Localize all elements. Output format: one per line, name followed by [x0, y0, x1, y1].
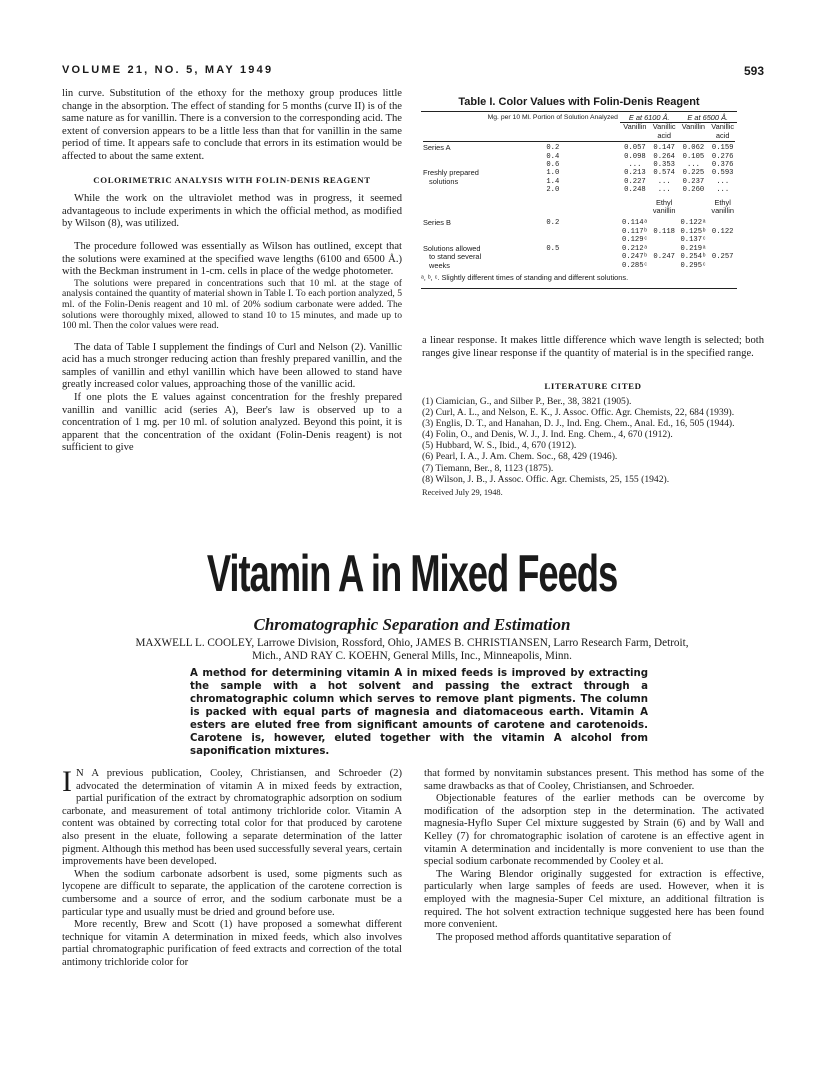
received-date: Received July 29, 1948.: [422, 487, 503, 497]
paragraph: The proposed method affords quantitative separation of: [436, 931, 672, 943]
row-label: to stand several: [429, 252, 482, 262]
paragraph: While the work on the ultraviolet method was in progress, it seemed advantageous to include experiments in which the official method, as modified by Wilson (8), was utilized.: [62, 193, 402, 230]
sub-header-vanillin: Vanillin: [623, 122, 647, 132]
author-affiliations: [80, 637, 744, 663]
running-header: [62, 64, 764, 82]
table-bottom-rule: [421, 288, 737, 289]
reference: (8) Wilson, J. B., J. Assoc. Offic. Agr. Chemists, 25, 155 (1942).: [422, 473, 670, 485]
abstract: A method for determining vitamin A in mixed feeds is improved by extracting the sample with a hot solvent and passing the extract through a chromatographic column which serves to remove plant pigments. The column is packed with equal parts of magnesia and diatomaceous earth. Vitamin A esters are eluted free from significant amounts of carotene and carotenoids. Carotene is, however, eluted together with the vitamin A alcohol from saponification mixtures.: [190, 668, 648, 757]
table-1: [421, 96, 737, 291]
cell: 0.159: [711, 144, 734, 153]
cell: 0.114ᵃ: [621, 219, 648, 228]
cell: 0.4: [546, 152, 560, 161]
cell: ...: [657, 177, 671, 186]
row-label: Series B: [423, 218, 451, 228]
cell: 0.2: [546, 144, 560, 153]
cell: 0.276: [711, 152, 734, 161]
cell: 0.376: [711, 161, 734, 170]
cell: 0.295ᶜ: [680, 261, 707, 270]
paragraph: lin curve. Substitution of the ethoxy for the methoxy group produces little change in the absorption. The effect of standing for 5 months (curve II) is of the same nature as for vanillin. There is a conversion to the corresponding acid. The extent of conversion appears to be a little less than that for vanillin in the same period of time. It appears safe to conclude that errors in its estimation would be affected to about the same extent.: [62, 88, 402, 162]
intro-paragraph: [62, 765, 402, 869]
cell: 0.212ᵃ: [621, 244, 648, 253]
cell: 0.574: [653, 169, 675, 178]
cell: 0.5: [546, 244, 560, 253]
row-label: Solutions allowed: [423, 243, 481, 253]
cell: 0.225: [682, 169, 705, 178]
cell: 0.098: [624, 152, 646, 161]
cell: 0.213: [624, 169, 646, 178]
row-label: weeks: [429, 260, 450, 270]
right-column-bottom: [424, 768, 764, 944]
literature-cited: [422, 381, 764, 497]
authors-line-2: Mich., AND RAY C. KOEHN, General Mills, Inc., Minneapolis, Minn.: [252, 650, 572, 662]
paragraph: When the sodium carbonate adsorbent is used, some pigments such as lycopene are difficult to separate, the application of the carotene correction is cumbersome and a source of error, and the sodium carbonate must be a particular type and usually must be dried and ground before use.: [62, 868, 402, 918]
cell: 0.137ᶜ: [680, 236, 707, 245]
cell: 0.147: [653, 144, 675, 153]
col-header-e6500: E at 6500 Å.: [678, 114, 737, 123]
cell: 0.129ᶜ: [621, 236, 648, 245]
cell: 0.254ᵇ: [680, 253, 707, 262]
cell: 0.247ᵇ: [621, 253, 648, 262]
cell: 1.4: [546, 177, 560, 186]
reference: (3) Englis, D. T., and Hanahan, D. J., Ind. Eng. Chem., Anal. Ed., 16, 505 (1944).: [422, 418, 735, 430]
table-title: Table I. Color Values with Folin-Denis Reagent: [458, 96, 700, 108]
cell: 0.227: [624, 177, 646, 186]
sub-header-ethyl: Ethyl vanillin: [652, 197, 676, 216]
paragraph: that formed by nonvitamin substances present. This method has some of the same drawbacks as that of Cooley, Christiansen, and Schroeder.: [424, 768, 764, 792]
col-header-e6100: E at 6100 Å.: [620, 114, 679, 123]
cell: 0.2: [546, 219, 560, 228]
cell: 0.353: [653, 161, 675, 170]
cell: 0.248: [624, 186, 646, 195]
table-subheader-row: [421, 195, 737, 216]
cell: 0.285ᶜ: [621, 261, 648, 270]
cell: 0.118: [653, 227, 675, 236]
table-row: [421, 169, 737, 177]
cell: 0.125ᵇ: [680, 227, 707, 236]
authors-line-1: MAXWELL L. COOLEY, Larrowe Division, Rossford, Ohio, JAMES B. CHRISTIANSEN, Larro Research Farm, Detroit,: [135, 637, 689, 649]
paragraph: The Waring Blendor originally suggested for extraction is effective, particularly when large samples of feeds are used. However, when it is employed with the magnesia-Super Cel mixture, an additional filtration is required. The hot solvent extraction technique suggested here has been found more convenient.: [424, 868, 764, 931]
sub-header-vanillin: Vanillin: [681, 122, 706, 132]
cell: 0.264: [653, 152, 675, 161]
left-column-top: [62, 88, 402, 455]
paragraph: The data of Table I supplement the findings of Curl and Nelson (2). Vanillic acid has a much stronger reducing action than freshly prepared vanillin, and the samples of vanillin and ethyl vanillin which have been allowed to stand have greatly increased color values, approaching those of the vanillic acid.: [62, 341, 402, 391]
table-row: [421, 219, 737, 227]
reference: (2) Curl, A. L., and Nelson, E. K., J. Assoc. Offic. Agr. Chemists, 22, 684 (1939).: [422, 407, 735, 419]
cell: 0.257: [711, 253, 734, 262]
color-values-table: [421, 114, 737, 270]
col-header-mg: Mg. per 10 Ml. Portion of Solution Analyzed: [487, 114, 618, 121]
cell: ...: [628, 161, 642, 170]
paragraph: Objectionable features of the earlier methods can be overcome by modification of the adsorption step in the determination. The activated magnesia-Hyflo Super Cel mixture suggested by Strain (6) and by Wall and Kelley (7) for chromatographic isolation of carotene is an effective agent in vitamin A determination and incidentally is more convenient to use than the special sodium carbonate recommended by Cooley et al.: [424, 793, 764, 868]
cell: 0.105: [682, 152, 705, 161]
table-row: [421, 153, 737, 161]
row-label: solutions: [429, 176, 459, 186]
table-row: [421, 186, 737, 194]
paragraph: More recently, Brew and Scott (1) have proposed a somewhat different technique for vitamin A determination in mixed feeds, which also involves partial chromatographic purification of feed extracts and correction of the total antimony trichloride color for: [62, 919, 402, 968]
article-subtitle: Chromatographic Separation and Estimation: [253, 615, 571, 634]
paragraph: a linear response. It makes little difference which wave length is selected; both ranges give linear response if the quantity of material is in the specified range.: [422, 335, 764, 359]
sub-header-vanillic: Vanillic acid: [711, 122, 735, 140]
page-number: 593: [743, 64, 764, 78]
journal-volume-line: VOLUME 21, NO. 5, MAY 1949: [62, 64, 274, 76]
cell: ...: [657, 186, 671, 195]
left-column-bottom: [62, 765, 402, 970]
cell: 1.0: [546, 169, 560, 178]
cell: 0.057: [624, 144, 646, 153]
cell: 0.6: [546, 161, 560, 170]
cell: 0.593: [711, 169, 734, 178]
cell: 0.260: [682, 186, 705, 195]
cell: 0.117ᵇ: [621, 227, 648, 236]
reference: (7) Tiemann, Ber., 8, 1123 (1875).: [422, 462, 554, 474]
table-row: [421, 262, 737, 270]
literature-heading: LITERATURE CITED: [544, 381, 642, 391]
table-row: [421, 178, 737, 186]
cell: 0.122ᵃ: [680, 219, 707, 228]
row-label: Freshly prepared: [423, 168, 479, 178]
article-title: Vitamin A in Mixed Feeds: [206, 545, 618, 603]
cell: ...: [716, 186, 730, 195]
cell: 0.122: [711, 227, 734, 236]
right-column-top: [422, 335, 764, 360]
sub-header-ethyl: Ethyl vanillin: [711, 197, 734, 216]
table-top-rule: [421, 111, 737, 112]
drop-cap: I: [62, 765, 72, 798]
paragraph: If one plots the E values against concentration for the freshly prepared vanillin and vanillic acid (series A), Beer's law is observed up to a concentration of 1 mg. per 10 ml. of solution analyzed. Beyond this point, it is apparent that the concentration of the oxidant (Folin-Denis reagent) is not sufficient to give: [62, 392, 402, 454]
cell: ...: [686, 161, 700, 170]
section-heading: COLORIMETRIC ANALYSIS WITH FOLIN-DENIS REAGENT: [93, 174, 371, 185]
cell: 2.0: [546, 186, 560, 195]
row-label: Series A: [423, 143, 451, 153]
table-row: [421, 228, 737, 236]
paragraph-text: N A previous publication, Cooley, Christiansen, and Schroeder (2) advocated the determination of vitamin A in mixed feeds by extraction, partial purification of the extract by chromatographic adsorption on sodium carbonate, and measurement of total antimony trichloride color. Vitamin A content was obtained by correcting total color for that produced by carotene also present in the eluate, following a separate determination of the latter pigment. Although this method has been used successfully several years, certain improvements have been developed.: [62, 768, 402, 868]
table-footnote: ᵃ, ᵇ, ᶜ. Slightly different times of standing and different solutions.: [421, 272, 629, 282]
cell: ...: [716, 177, 730, 186]
reference: (5) Hubbard, W. S., Ibid., 4, 670 (1912).: [422, 440, 577, 452]
reference: (4) Folin, O., and Denis, W. J., J. Ind. Eng. Chem., 4, 670 (1912).: [422, 429, 673, 441]
reference: (1) Ciamician, G., and Silber P., Ber., 38, 3821 (1905).: [422, 396, 632, 407]
sub-header-vanillic: Vanillic acid: [652, 122, 676, 140]
table-row: [421, 144, 737, 152]
cell: 0.237: [682, 177, 705, 186]
reference: (6) Pearl, I. A., J. Am. Chem. Soc., 68, 429 (1946).: [422, 451, 618, 463]
cell: 0.247: [653, 253, 675, 262]
paragraph: The solutions were prepared in concentrations such that 10 ml. at the stage of analysis contained the quantity of material shown in Table I. To each portion analyzed, 5 ml. of the Folin-Denis reagent and 10 ml. of 20% sodium carbonate were added. The solutions were thoroughly mixed, allowed to stand 10 to 15 minutes, and made up to 100 ml. Then the color values were read.: [62, 277, 402, 332]
paragraph: The procedure followed was essentially as Wilson has outlined, except that the solutions were examined at the specified wave lengths (6100 and 6500 Å.) with the Beckman instrument in 1-cm. cells in place of the wedge photometer.: [62, 240, 402, 278]
cell: 0.219ᵃ: [680, 244, 707, 253]
table-row: [421, 253, 737, 261]
cell: 0.062: [682, 144, 705, 153]
